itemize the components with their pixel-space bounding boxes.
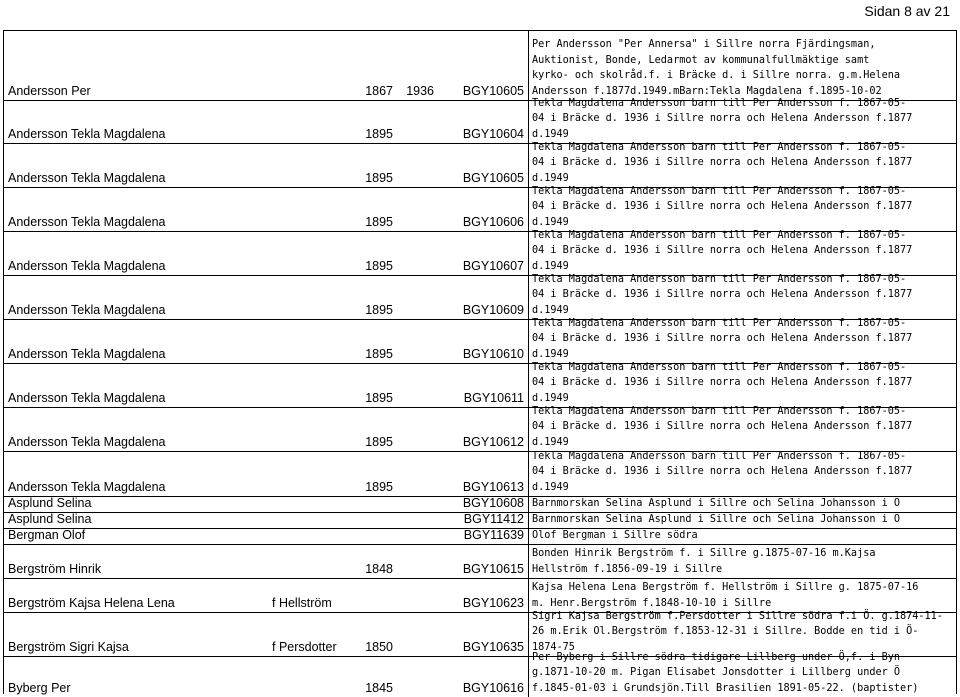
record-id: BGY10608 bbox=[462, 496, 524, 510]
person-name: Andersson Tekla Magdalena bbox=[8, 303, 166, 317]
column-divider bbox=[528, 529, 529, 544]
column-divider bbox=[528, 144, 529, 187]
record-note: Kajsa Helena Lena Bergström f. Hellström i Sillre g. 1875-07-16 m. Henr.Bergström f.1848-10-10 i Sillre bbox=[532, 582, 919, 609]
record-id: BGY10623 bbox=[462, 596, 524, 610]
birth-year: 1850 bbox=[365, 640, 393, 654]
record-note: Tekla Magdalena Andersson barn till Per Andersson f. 1867-05- 04 i Bräcke d. 1936 i Sillre norra och Helena Andersson f.1877 d.1949 bbox=[532, 317, 913, 360]
column-divider bbox=[528, 613, 529, 656]
column-divider bbox=[528, 657, 529, 697]
table-row bbox=[4, 452, 956, 497]
table-row bbox=[4, 361, 956, 408]
person-name: Andersson Tekla Magdalena bbox=[8, 480, 166, 494]
maiden-name: f Hellström bbox=[272, 596, 332, 610]
column-divider bbox=[528, 188, 529, 231]
birth-year: 1895 bbox=[365, 391, 393, 405]
person-name: Byberg Per bbox=[8, 681, 71, 695]
record-id: BGY10612 bbox=[462, 435, 524, 449]
person-name: Asplund Selina bbox=[8, 512, 92, 526]
column-divider bbox=[528, 513, 529, 528]
column-divider bbox=[528, 364, 529, 407]
birth-year: 1895 bbox=[365, 127, 393, 141]
person-name: Bergman Olof bbox=[8, 528, 86, 542]
table-row bbox=[4, 545, 956, 579]
record-id: BGY10610 bbox=[462, 347, 524, 361]
column-divider bbox=[528, 579, 529, 612]
record-id: BGY10607 bbox=[462, 259, 524, 273]
column-divider bbox=[528, 320, 529, 363]
maiden-name: f Persdotter bbox=[272, 640, 337, 654]
record-note: Tekla Magdalena Andersson barn till Per Andersson f. 1867-05- 04 i Bräcke d. 1936 i Sillre norra och Helena Andersson f.1877 d.1949 bbox=[532, 273, 913, 316]
record-id: BGY10605 bbox=[462, 171, 524, 185]
register-table bbox=[3, 30, 957, 694]
table-row bbox=[4, 273, 956, 320]
person-name: Andersson Tekla Magdalena bbox=[8, 127, 166, 141]
person-name: Andersson Tekla Magdalena bbox=[8, 215, 166, 229]
birth-year: 1895 bbox=[365, 259, 393, 273]
column-divider bbox=[528, 276, 529, 319]
birth-year: 1848 bbox=[365, 562, 393, 576]
record-id: BGY10635 bbox=[462, 640, 524, 654]
birth-year: 1895 bbox=[365, 303, 393, 317]
table-row bbox=[4, 317, 956, 364]
record-note: Tekla Magdalena Andersson barn till Per Andersson f. 1867-05- 04 i Bräcke d. 1936 i Sillre norra och Helena Andersson f.1877 d.1949 bbox=[532, 450, 913, 493]
record-id: BGY10606 bbox=[462, 215, 524, 229]
column-divider bbox=[528, 497, 529, 512]
birth-year: 1867 bbox=[365, 84, 393, 98]
page-number: Sidan 8 av 21 bbox=[864, 3, 950, 19]
table-row bbox=[4, 651, 956, 697]
person-name: Bergström Hinrik bbox=[8, 562, 102, 576]
record-id: BGY10611 bbox=[463, 391, 524, 405]
column-divider bbox=[528, 452, 529, 496]
record-note: Bonden Hinrik Bergström f. i Sillre g.1875-07-16 m.Kajsa Hellström f.1856-09-19 i Sillre bbox=[532, 548, 876, 575]
record-note: Tekla Magdalena Andersson barn till Per Andersson f. 1867-05- 04 i Bräcke d. 1936 i Sillre norra och Helena Andersson f.1877 d.1949 bbox=[532, 185, 913, 228]
record-id: BGY10615 bbox=[462, 562, 524, 576]
death-year: 1936 bbox=[406, 84, 434, 98]
column-divider bbox=[528, 408, 529, 451]
birth-year: 1895 bbox=[365, 215, 393, 229]
record-note: Per Andersson "Per Annersa" i Sillre norra Fjärdingsman, Auktionist, Bonde, Ledarmot av kommunalfullmäktige samt kyrko- och skolråd.f. i Bräcke d. i Sillre norra. g.m.Helena Andersson f.1877d.1949.mBarn:Tekla Magdalena f.1895-10-02 bbox=[532, 39, 901, 97]
birth-year: 1895 bbox=[365, 435, 393, 449]
record-id: BGY11412 bbox=[463, 512, 524, 526]
person-name: Andersson Tekla Magdalena bbox=[8, 171, 166, 185]
column-divider bbox=[528, 232, 529, 275]
record-note: Olof Bergman i Sillre södra bbox=[532, 529, 698, 541]
table-row bbox=[4, 185, 956, 232]
birth-year: 1895 bbox=[365, 347, 393, 361]
person-name: Andersson Tekla Magdalena bbox=[8, 347, 166, 361]
person-name: Andersson Tekla Magdalena bbox=[8, 391, 166, 405]
record-id: BGY10609 bbox=[462, 303, 524, 317]
table-row bbox=[4, 529, 956, 545]
table-row bbox=[4, 31, 956, 101]
person-name: Bergström Sigri Kajsa bbox=[8, 640, 129, 654]
person-name: Andersson Tekla Magdalena bbox=[8, 435, 166, 449]
person-name: Andersson Per bbox=[8, 84, 91, 98]
record-note: Sigri Kajsa Bergström f.Persdotter i Sillre södra f.i Ö. g.1874-11- 26 m.Erik Ol.Bergström f.1853-12-31 i Sillre. Bodde en tid i Ö- 1874-75 bbox=[532, 610, 943, 653]
record-note: Barnmorskan Selina Asplund i Sillre och Selina Johansson i Ö bbox=[532, 513, 901, 525]
column-divider bbox=[528, 31, 529, 100]
record-note: Tekla Magdalena Andersson barn till Per Andersson f. 1867-05- 04 i Bräcke d. 1936 i Sillre norra och Helena Andersson f.1877 d.1949 bbox=[532, 141, 913, 184]
person-name: Bergström Kajsa Helena Lena bbox=[8, 596, 175, 610]
record-id: BGY10613 bbox=[462, 480, 524, 494]
record-note: Tekla Magdalena Andersson barn till Per Andersson f. 1867-05- 04 i Bräcke d. 1936 i Sillre norra och Helena Andersson f.1877 d.1949 bbox=[532, 97, 913, 140]
birth-year: 1845 bbox=[365, 681, 393, 695]
person-name: Andersson Tekla Magdalena bbox=[8, 259, 166, 273]
record-note: Tekla Magdalena Andersson barn till Per Andersson f. 1867-05- 04 i Bräcke d. 1936 i Sillre norra och Helena Andersson f.1877 d.1949 bbox=[532, 405, 913, 448]
record-note: Per Byberg i Sillre södra tidigare Lillberg under Ö,f. i Byn g.1871-10-20 m. Pigan Elisabet Jonsdotter i Lillberg under Ö f.1845-01-03 i Grundsjön.Till Brasilien 1891-05-22. (baptister) bbox=[532, 651, 919, 694]
birth-year: 1895 bbox=[365, 480, 393, 494]
record-id: BGY11639 bbox=[463, 528, 524, 542]
record-id: BGY10605 bbox=[462, 84, 524, 98]
record-id: BGY10616 bbox=[462, 681, 524, 695]
person-name: Asplund Selina bbox=[8, 496, 92, 510]
column-divider bbox=[528, 545, 529, 578]
birth-year: 1895 bbox=[365, 171, 393, 185]
table-row bbox=[4, 405, 956, 452]
record-note: Tekla Magdalena Andersson barn till Per Andersson f. 1867-05- 04 i Bräcke d. 1936 i Sillre norra och Helena Andersson f.1877 d.1949 bbox=[532, 229, 913, 272]
table-row bbox=[4, 97, 956, 144]
table-row bbox=[4, 229, 956, 276]
record-id: BGY10604 bbox=[462, 127, 524, 141]
record-note: Tekla Magdalena Andersson barn till Per Andersson f. 1867-05- 04 i Bräcke d. 1936 i Sillre norra och Helena Andersson f.1877 d.1949 bbox=[532, 361, 913, 404]
column-divider bbox=[528, 101, 529, 143]
record-note: Barnmorskan Selina Asplund i Sillre och Selina Johansson i Ö bbox=[532, 497, 901, 509]
table-row bbox=[4, 141, 956, 188]
